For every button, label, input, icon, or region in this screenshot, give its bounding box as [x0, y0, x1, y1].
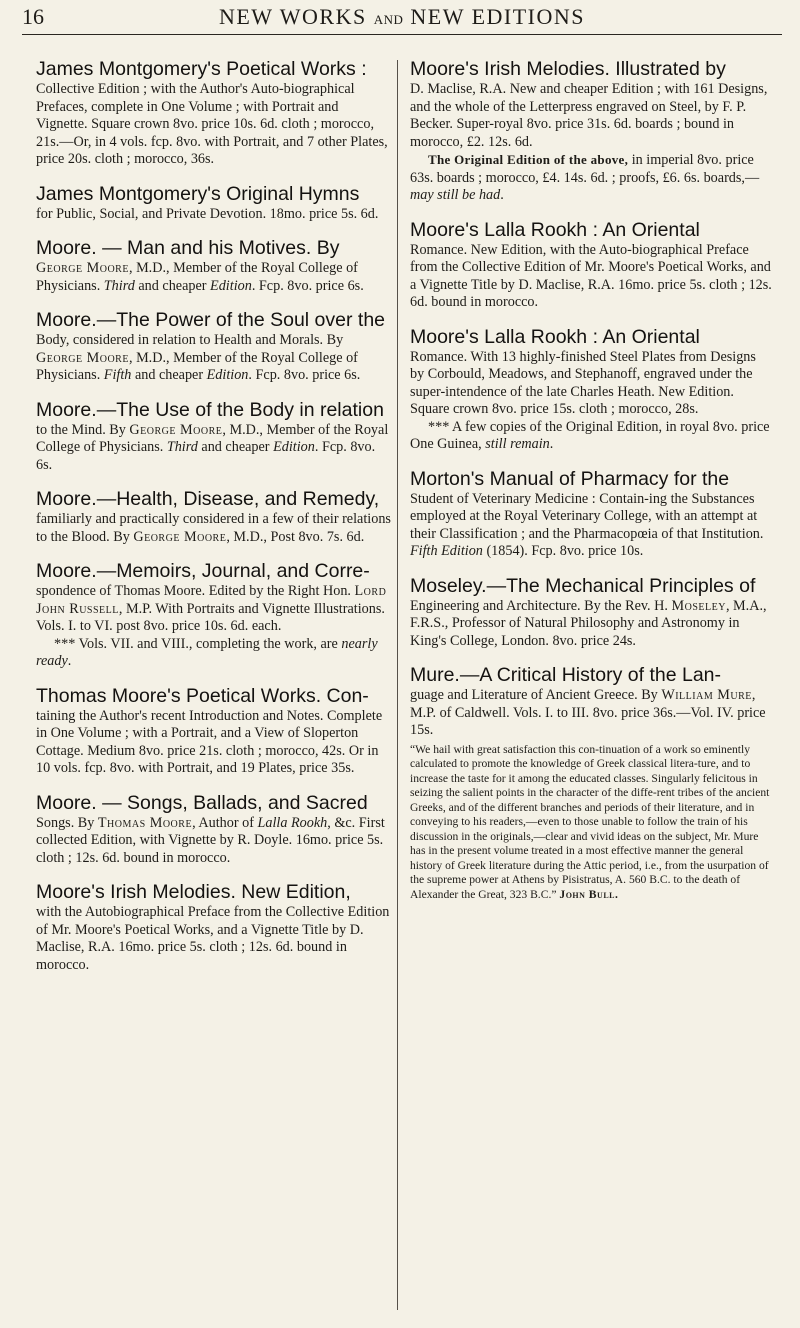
entry-note: The Original Edition of the above, in imperial 8vo. price 63s. boards ; morocco, £4. 14s. 6d. ; proofs, £6. 6s. boards,—may still be had.: [410, 152, 760, 203]
entry-body: to the Mind. By George Moore, M.D., Member of the Royal College of Physicians. Third and cheaper Edition. Fcp. 8vo. 6s.: [36, 421, 389, 473]
entry-title: Morton's Manual of Pharmacy for the: [410, 467, 730, 490]
catalogue-entry: [36, 685, 391, 778]
catalogue-entry: [36, 881, 391, 974]
catalogue-entry: [36, 488, 391, 546]
entry-body: Collective Edition ; with the Author's Auto-biographical Prefaces, complete in One Volume ; with Portrait and Vignette. Square crown 8vo. price 10s. 6d. cloth ; morocco, 21s.—Or, in 4 vols. fcp. 8vo. with Portrait, and 7 other Plates, price 20s. cloth ; morocco, 36s.: [36, 81, 388, 167]
review-quote: “We hail with great satisfaction this con-tinuation of a work so eminently calculated to promote the knowledge of Greek classical litera-ture, and to increase the taste for it among the educated classes. Singularly felicitous in seizing the salient points in the character of the diffe-rent tribes of the ancient Greeks, and of the different branches and periods of their literature, and in conveying to his readers,—even to those unable to follow the train of his discussion in the originals,—clear and vivid ideas on the subject, Mr. Mure has in the present volume treated in a most effective manner the general history of Greek literature during the Attic period, i.e., from the usurpation of the supreme power at Athens by Pisistratus, A. 560 B.C. to the death of Alexander the Great, 323 B.C.” John Bull.: [410, 742, 770, 901]
catalogue-entry: [36, 792, 391, 868]
catalogue-entry: [410, 326, 772, 454]
entry-body: Romance. With 13 highly-finished Steel Plates from Designs by Corbould, Meadows, and Stephanoff, engraved under the super-intendence of the late Charles Heath. New Edition. Square crown 8vo. price 15s. cloth ; morocco, 28s.: [410, 348, 756, 417]
catalogue-entry: [36, 183, 391, 224]
entry-title: Moore.—Health, Disease, and Remedy,: [36, 488, 380, 510]
entry-body: D. Maclise, R.A. New and cheaper Edition ; with 161 Designs, and the whole of the Letterpress engraved on Steel, by F. P. Becker. Super-royal 8vo. price 31s. 6d. boards ; bound in morocco, £2. 12s. 6d.: [410, 81, 768, 150]
entry-title: Thomas Moore's Poetical Works. Con-: [36, 684, 369, 707]
entry-body: Romance. New Edition, with the Auto-biographical Preface from the Collective Edition of Mr. Moore's Poetical Works, and a Vignette Title by D. Maclise, R.A. 16mo. price 5s. cloth ; 12s. 6d. bound in morocco.: [410, 241, 772, 310]
running-head-title: NEW WORKS AND NEW EDITIONS: [218, 4, 586, 29]
entry-title: Moore.—The Use of the Body in relation: [36, 398, 384, 421]
left-column: [36, 58, 391, 988]
entry-title: Moore. — Songs, Ballads, and Sacred: [36, 791, 368, 814]
entry-body: Body, considered in relation to Health and Morals. By George Moore, M.D., Member of the Royal College of Physicians. Fifth and cheaper Edition. Fcp. 8vo. price 6s.: [36, 332, 361, 383]
catalogue-entry: [36, 399, 391, 475]
catalogue-entry: [36, 309, 391, 385]
catalogue-entry: [36, 560, 391, 671]
page-number: 16: [22, 4, 44, 29]
entry-body: familiarly and practically considered in a few of their relations to the Blood. By George Moore, M.D., Post 8vo. 7s. 6d.: [36, 511, 391, 545]
entry-body: Student of Veterinary Medicine : Contain-ing the Substances employed at the Royal Veterinary College, with an attempt at their Classification ; and the Pharmacopœia of that Institution. Fifth Edition (1854). Fcp. 8vo. price 10s.: [410, 490, 764, 559]
catalogue-entry: [410, 219, 772, 312]
entry-body: guage and Literature of Ancient Greece. By William Mure, M.P. of Caldwell. Vols. I. to III. 8vo. price 36s.—Vol. IV. price 15s.: [410, 687, 766, 738]
column-divider: [397, 60, 398, 1310]
entry-title: James Montgomery's Poetical Works :: [36, 58, 367, 80]
catalogue-entry: [410, 58, 772, 205]
entry-body: taining the Author's recent Introduction and Notes. Complete in One Volume ; with a Portrait, and a View of Sloperton Cottage. Medium 8vo. price 21s. cloth ; morocco, 42s. Or in 10 vols. fcp. 8vo. with Portrait, and 19 Plates, price 35s.: [36, 707, 383, 776]
entry-title: James Montgomery's Original Hymns: [36, 182, 360, 205]
entry-title: Mure.—A Critical History of the Lan-: [410, 664, 722, 686]
entry-body: Songs. By Thomas Moore, Author of Lalla Rookh, &c. First collected Edition, with Vignette by R. Doyle. 16mo. price 5s. cloth ; 12s. 6d. bound in morocco.: [36, 814, 385, 866]
catalogue-entry: [410, 575, 772, 651]
catalogue-entry: [36, 58, 391, 169]
entry-body: for Public, Social, and Private Devotion. 18mo. price 5s. 6d.: [36, 205, 379, 222]
entry-title: Moore's Irish Melodies. Illustrated by: [410, 58, 726, 80]
entry-note: *** Vols. VII. and VIII., completing the work, are nearly ready.: [36, 635, 378, 669]
entry-title: Moore.—The Power of the Soul over the: [36, 309, 386, 331]
entry-body: spondence of Thomas Moore. Edited by the Right Hon. Lord John Russell, M.P. With Portraits and Vignette Illustrations. Vols. I. to VI. post 8vo. price 10s. 6d. each.: [36, 583, 387, 634]
entry-body: Engineering and Architecture. By the Rev. H. Moseley, M.A., F.R.S., Professor of Natural Philosophy and Astronomy in King's College, London. 8vo. price 24s.: [410, 597, 767, 649]
entry-note: *** A few copies of the Original Edition, in royal 8vo. price One Guinea, still remain.: [410, 418, 770, 452]
quote-source: John Bull.: [559, 887, 619, 901]
running-header: [22, 0, 782, 35]
entry-title: Moore's Irish Melodies. New Edition,: [36, 881, 351, 903]
entry-title: Moore's Lalla Rookh : An Oriental: [410, 218, 700, 241]
entry-title: Moore's Lalla Rookh : An Oriental: [410, 325, 700, 348]
entry-title: Moseley.—The Mechanical Principles of: [410, 574, 756, 597]
catalogue-entry: [410, 468, 772, 561]
entry-title: Moore.—Memoirs, Journal, and Corre-: [36, 560, 370, 582]
entry-body: with the Autobiographical Preface from the Collective Edition of Mr. Moore's Poetical Works, and a Vignette Title by D. Maclise, R.A. 16mo. price 5s. cloth ; 12s. 6d. bound in morocco.: [36, 904, 390, 973]
right-column: [410, 58, 772, 916]
catalogue-entry: [410, 664, 772, 902]
entry-title: Moore. — Man and his Motives. By: [36, 237, 340, 259]
catalogue-entry: [36, 237, 391, 295]
entry-body: George Moore, M.D., Member of the Royal College of Physicians. Third and cheaper Edition. Fcp. 8vo. price 6s.: [36, 260, 364, 294]
